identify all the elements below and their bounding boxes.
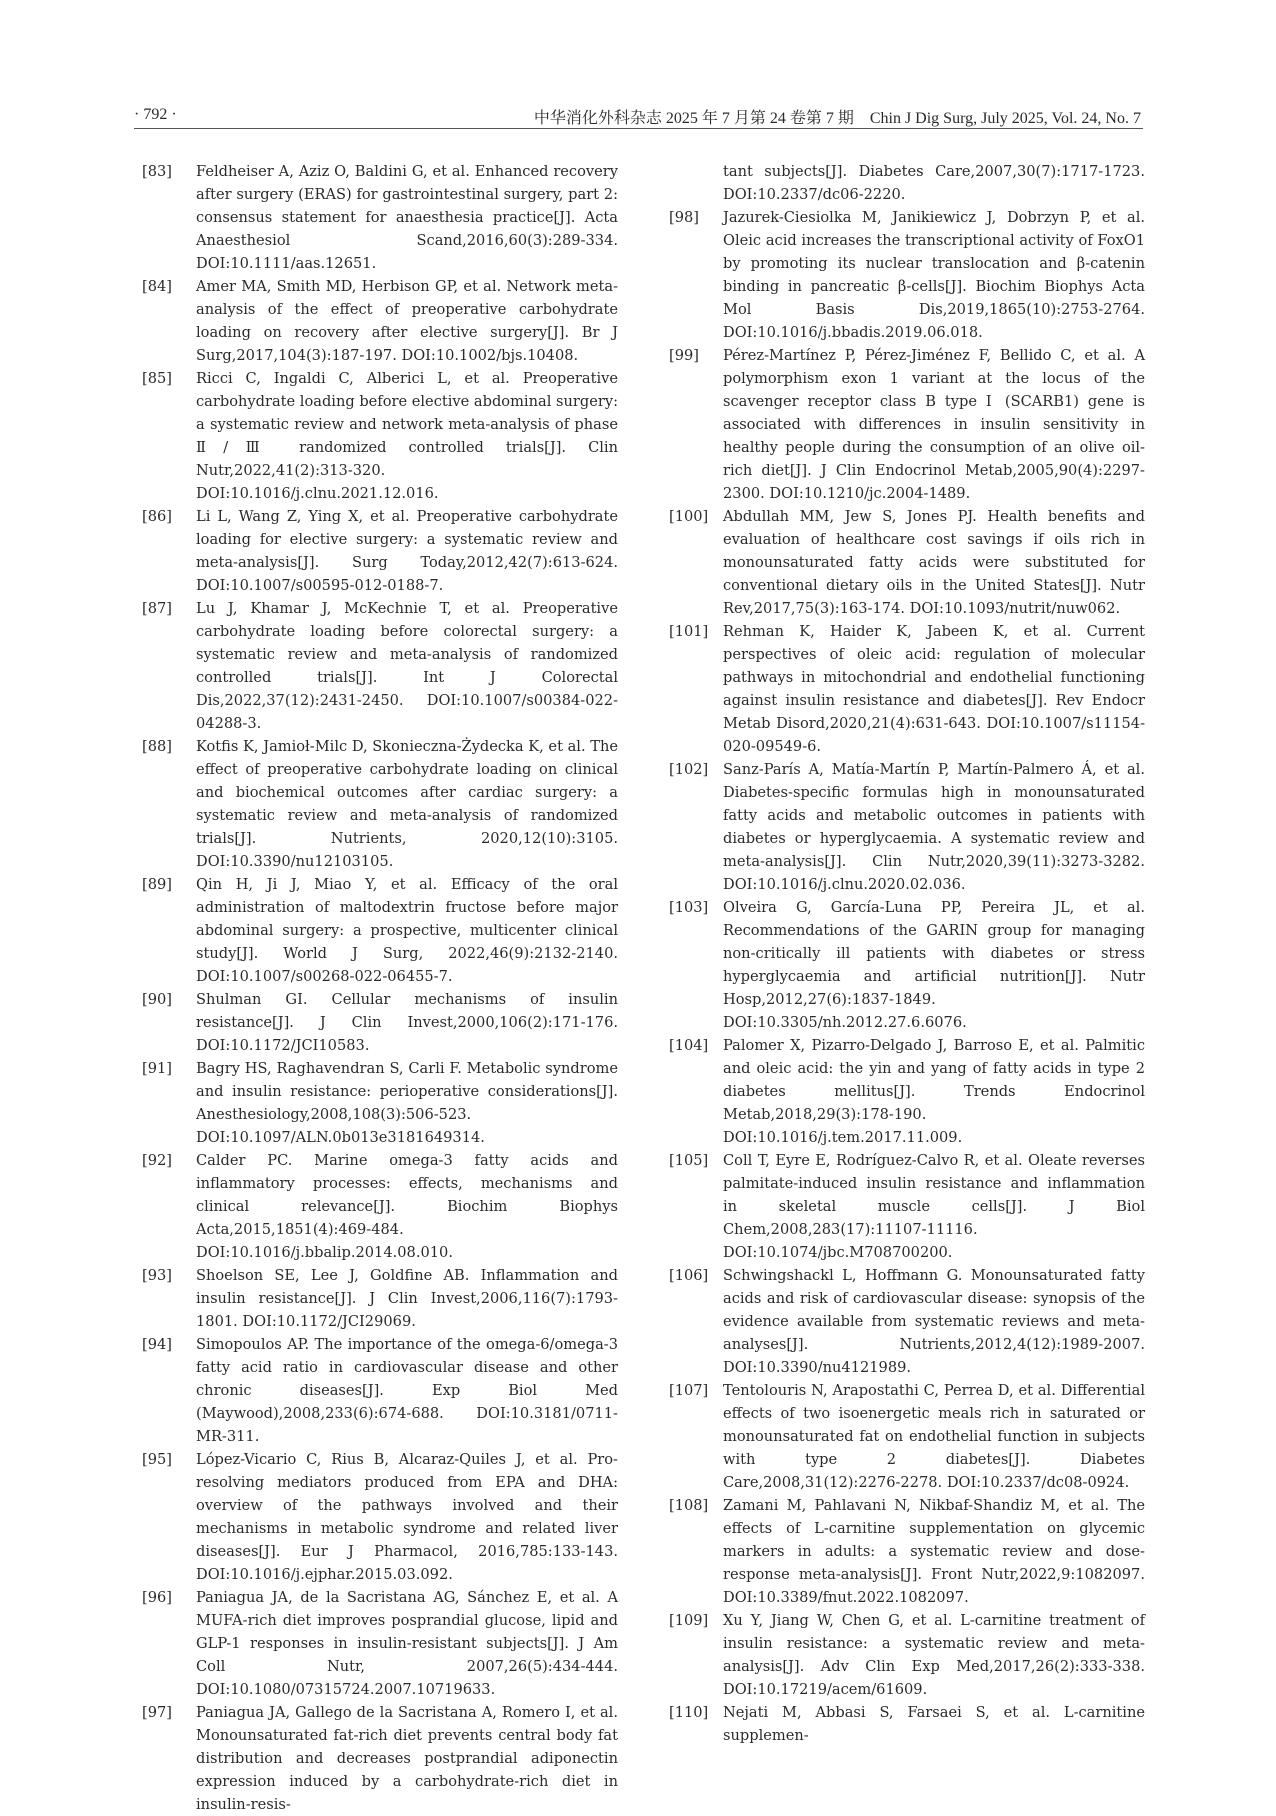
reference-item [142,1149,618,1264]
reference-number: [98] [669,209,699,226]
reference-text: Lu J, Khamar J, McKechnie T, et al. Preoperative carbohydrate loading before colorectal surgery: a systematic review and meta-analysis of randomized controlled trials[J]. Int J Colorectal Dis,2022,37(12):2431-2450. DOI:10.1007/s00384-022-04288-3. [196,600,618,732]
reference-number: [105] [669,1152,709,1169]
reference-item [669,1034,1145,1149]
reference-text: Calder PC. Marine omega-3 fatty acids and inflammatory processes: effects, mechanisms and clinical relevance[J]. Biochim Biophys Acta,2015,1851(4):469-484. DOI:10.1016/j.bbalip.2014.08.010. [196,1152,618,1261]
reference-text: Schwingshackl L, Hoffmann G. Monounsaturated fatty acids and risk of cardiovascular disease: synopsis of the evidence available from systematic reviews and meta-analyses[J]. Nutrients,2012,4(12):1989-2007. DOI:10.3390/nu4121989. [723,1267,1145,1376]
reference-item [669,505,1145,620]
reference-item [142,160,618,275]
reference-number: [90] [142,991,172,1008]
reference-text: Olveira G, García-Luna PP, Pereira JL, et al. Recommendations of the GARIN group for managing non-critically ill patients with diabetes or stress hyperglycaemia and artificial nutrition[J]. Nutr Hosp,2012,27(6):1837-1849. DOI:10.3305/nh.2012.27.6.6076. [723,899,1145,1031]
reference-text: Shoelson SE, Lee J, Goldfine AB. Inflammation and insulin resistance[J]. J Clin Invest,2006,116(7):1793-1801. DOI:10.1172/JCI29069. [196,1267,618,1330]
reference-text: Pérez-Martínez P, Pérez-Jiménez F, Bellido C, et al. A polymorphism exon 1 variant at the locus of the scavenger receptor class B type Ⅰ (SCARB1) gene is associated with differences in insulin sensitivity in healthy people during the consumption of an olive oil-rich diet[J]. J Clin Endocrinol Metab,2005,90(4):2297-2300. DOI:10.1210/jc.2004-1489. [723,347,1145,502]
reference-number: [106] [669,1267,709,1284]
page-number: · 792 · [134,106,177,123]
reference-item [142,597,618,735]
reference-item [669,896,1145,1034]
reference-number: [95] [142,1451,172,1468]
reference-text: Xu Y, Jiang W, Chen G, et al. L-carnitine treatment of insulin resistance: a systematic review and meta-analysis[J]. Adv Clin Exp Med,2017,26(2):333-338. DOI:10.17219/acem/61609. [723,1612,1145,1698]
reference-number: [88] [142,738,172,755]
reference-text: Shulman GI. Cellular mechanisms of insulin resistance[J]. J Clin Invest,2000,106(2):171-176. DOI:10.1172/JCI10583. [196,991,618,1054]
reference-number: [107] [669,1382,709,1399]
reference-number: [103] [669,899,709,916]
reference-text: Li L, Wang Z, Ying X, et al. Preoperative carbohydrate loading for elective surgery: a systematic review and meta-analysis[J]. Surg Today,2012,42(7):613-624. DOI:10.1007/s00595-012-0188-7. [196,508,618,594]
reference-number: [110] [669,1704,709,1721]
reference-text: Qin H, Ji J, Miao Y, et al. Efficacy of the oral administration of maltodextrin fructose before major abdominal surgery: a prospective, multicenter clinical study[J]. World J Surg, 2022,46(9):2132-2140. DOI:10.1007/s00268-022-06455-7. [196,876,618,985]
reference-column-left [142,160,618,1816]
reference-text: Bagry HS, Raghavendran S, Carli F. Metabolic syndrome and insulin resistance: perioperative considerations[J]. Anesthesiology,2008,108(3):506-523. DOI:10.1097/ALN.0b013e3181649314. [196,1060,618,1146]
reference-text: Jazurek-Ciesiolka M, Janikiewicz J, Dobrzyn P, et al. Oleic acid increases the transcriptional activity of FoxO1 by promoting its nuclear translocation and β-catenin binding in pancreatic β-cells[J]. Biochim Biophys Acta Mol Basis Dis,2019,1865(10):2753-2764. DOI:10.1016/j.bbadis.2019.06.018. [723,209,1145,341]
reference-text: López-Vicario C, Rius B, Alcaraz-Quiles J, et al. Pro-resolving mediators produced from EPA and DHA: overview of the pathways involved and their mechanisms in metabolic syndrome and related liver diseases[J]. Eur J Pharmacol, 2016,785:133-143. DOI:10.1016/j.ejphar.2015.03.092. [196,1451,618,1583]
reference-number: [102] [669,761,709,778]
reference-number: [91] [142,1060,172,1077]
reference-text: Rehman K, Haider K, Jabeen K, et al. Current perspectives of oleic acid: regulation of molecular pathways in mitochondrial and endothelial functioning against insulin resistance and diabetes[J]. Rev Endocr Metab Disord,2020,21(4):631-643. DOI:10.1007/s11154-020-09549-6. [723,623,1145,755]
reference-text: Feldheiser A, Aziz O, Baldini G, et al. Enhanced recovery after surgery (ERAS) for gastrointestinal surgery, part 2: consensus statement for anaesthesia practice[J]. Acta Anaesthesiol Scand,2016,60(3):289-334. DOI:10.1111/aas.12651. [196,163,618,272]
reference-text: Paniagua JA, de la Sacristana AG, Sánchez E, et al. A MUFA-rich diet improves posprandial glucose, lipid and GLP-1 responses in insulin-resistant subjects[J]. J Am Coll Nutr, 2007,26(5):434-444. DOI:10.1080/07315724.2007.10719633. [196,1589,618,1698]
page-header [134,104,1143,129]
reference-number: [104] [669,1037,709,1054]
reference-item [669,1701,1145,1747]
reference-item [142,735,618,873]
reference-text: Palomer X, Pizarro-Delgado J, Barroso E, et al. Palmitic and oleic acid: the yin and yang of fatty acids in type 2 diabetes mellitus[J]. Trends Endocrinol Metab,2018,29(3):178-190. DOI:10.1016/j.tem.2017.11.009. [723,1037,1145,1146]
reference-text: Simopoulos AP. The importance of the omega-6/omega-3 fatty acid ratio in cardiovascular disease and other chronic diseases[J]. Exp Biol Med (Maywood),2008,233(6):674-688. DOI:10.3181/0711-MR-311. [196,1336,618,1445]
reference-number: [100] [669,508,709,525]
reference-item [142,1448,618,1586]
reference-text: Coll T, Eyre E, Rodríguez-Calvo R, et al. Oleate reverses palmitate-induced insulin resistance and inflammation in skeletal muscle cells[J]. J Biol Chem,2008,283(17):11107-11116. DOI:10.1074/jbc.M708700200. [723,1152,1145,1261]
reference-number: [94] [142,1336,172,1353]
reference-number: [87] [142,600,172,617]
reference-number: [89] [142,876,172,893]
reference-number: [83] [142,163,172,180]
reference-item [669,1609,1145,1701]
reference-column-right [669,160,1145,1747]
reference-text: Abdullah MM, Jew S, Jones PJ. Health benefits and evaluation of healthcare cost savings if oils rich in monounsaturated fatty acids were substituted for conventional dietary oils in the United States[J]. Nutr Rev,2017,75(3):163-174. DOI:10.1093/nutrit/nuw062. [723,508,1145,617]
reference-continuation [669,160,1145,206]
reference-text: Amer MA, Smith MD, Herbison GP, et al. Network meta-analysis of the effect of preoperative carbohydrate loading on recovery after elective surgery[J]. Br J Surg,2017,104(3):187-197. DOI:10.1002/bjs.10408. [196,278,618,364]
reference-text: Ricci C, Ingaldi C, Alberici L, et al. Preoperative carbohydrate loading before elective abdominal surgery: a systematic review and network meta-analysis of phase Ⅱ/Ⅲ randomized controlled trials[J]. Clin Nutr,2022,41(2):313-320. DOI:10.1016/j.clnu.2021.12.016. [196,370,618,502]
reference-item [142,1701,618,1816]
reference-number: [93] [142,1267,172,1284]
reference-item [142,367,618,505]
reference-item [142,1264,618,1333]
reference-text: Kotfis K, Jamioł-Milc D, Skonieczna-Żydecka K, et al. The effect of preoperative carbohydrate loading on clinical and biochemical outcomes after cardiac surgery: a systematic review and meta-analysis of randomized trials[J]. Nutrients, 2020,12(10):3105. DOI:10.3390/nu12103105. [196,738,618,870]
reference-text: Tentolouris N, Arapostathi C, Perrea D, et al. Differential effects of two isoenergetic meals rich in saturated or monounsaturated fat on endothelial function in subjects with type 2 diabetes[J]. Diabetes Care,2008,31(12):2276-2278. DOI:10.2337/dc08-0924. [723,1382,1145,1491]
reference-item [142,1586,618,1701]
reference-item [669,206,1145,344]
reference-item [669,1149,1145,1264]
reference-number: [96] [142,1589,172,1606]
reference-item [669,1494,1145,1609]
reference-text: Zamani M, Pahlavani N, Nikbaf-Shandiz M, et al. The effects of L-carnitine supplementation on glycemic markers in adults: a systematic review and dose-response meta-analysis[J]. Front Nutr,2022,9:1082097. DOI:10.3389/fnut.2022.1082097. [723,1497,1145,1606]
reference-item [669,344,1145,505]
reference-text: Sanz-París A, Matía-Martín P, Martín-Palmero Á, et al. Diabetes-specific formulas high in monounsaturated fatty acids and metabolic outcomes in patients with diabetes or hyperglycaemia. A systematic review and meta-analysis[J]. Clin Nutr,2020,39(11):3273-3282. DOI:10.1016/j.clnu.2020.02.036. [723,761,1145,893]
reference-item [142,1333,618,1448]
reference-number: [101] [669,623,709,640]
reference-item [669,1379,1145,1494]
reference-item [142,988,618,1057]
reference-text: Nejati M, Abbasi S, Farsaei S, et al. L-carnitine supplemen- [723,1704,1145,1744]
reference-item [142,505,618,597]
reference-number: [84] [142,278,172,295]
reference-item [142,275,618,367]
reference-item [669,620,1145,758]
reference-item [142,1057,618,1149]
reference-text: Paniagua JA, Gallego de la Sacristana A, Romero I, et al. Monounsaturated fat-rich diet prevents central body fat distribution and decreases postprandial adiponectin expression induced by a carbohydrate-rich diet in insulin-resis- [196,1704,618,1813]
reference-item [669,1264,1145,1379]
reference-number: [97] [142,1704,172,1721]
reference-number: [99] [669,347,699,364]
reference-number: [108] [669,1497,709,1514]
reference-item [142,873,618,988]
reference-item [669,758,1145,896]
reference-number: [109] [669,1612,709,1629]
journal-running-title: 中华消化外科杂志 2025 年 7 月第 24 卷第 7 期 Chin J Dig Surg, July 2025, Vol. 24, No. 7 [533,110,1141,127]
reference-number: [85] [142,370,172,387]
reference-text: tant subjects[J]. Diabetes Care,2007,30(7):1717-1723. DOI:10.2337/dc06-2220. [723,163,1145,203]
reference-number: [86] [142,508,172,525]
reference-number: [92] [142,1152,172,1169]
